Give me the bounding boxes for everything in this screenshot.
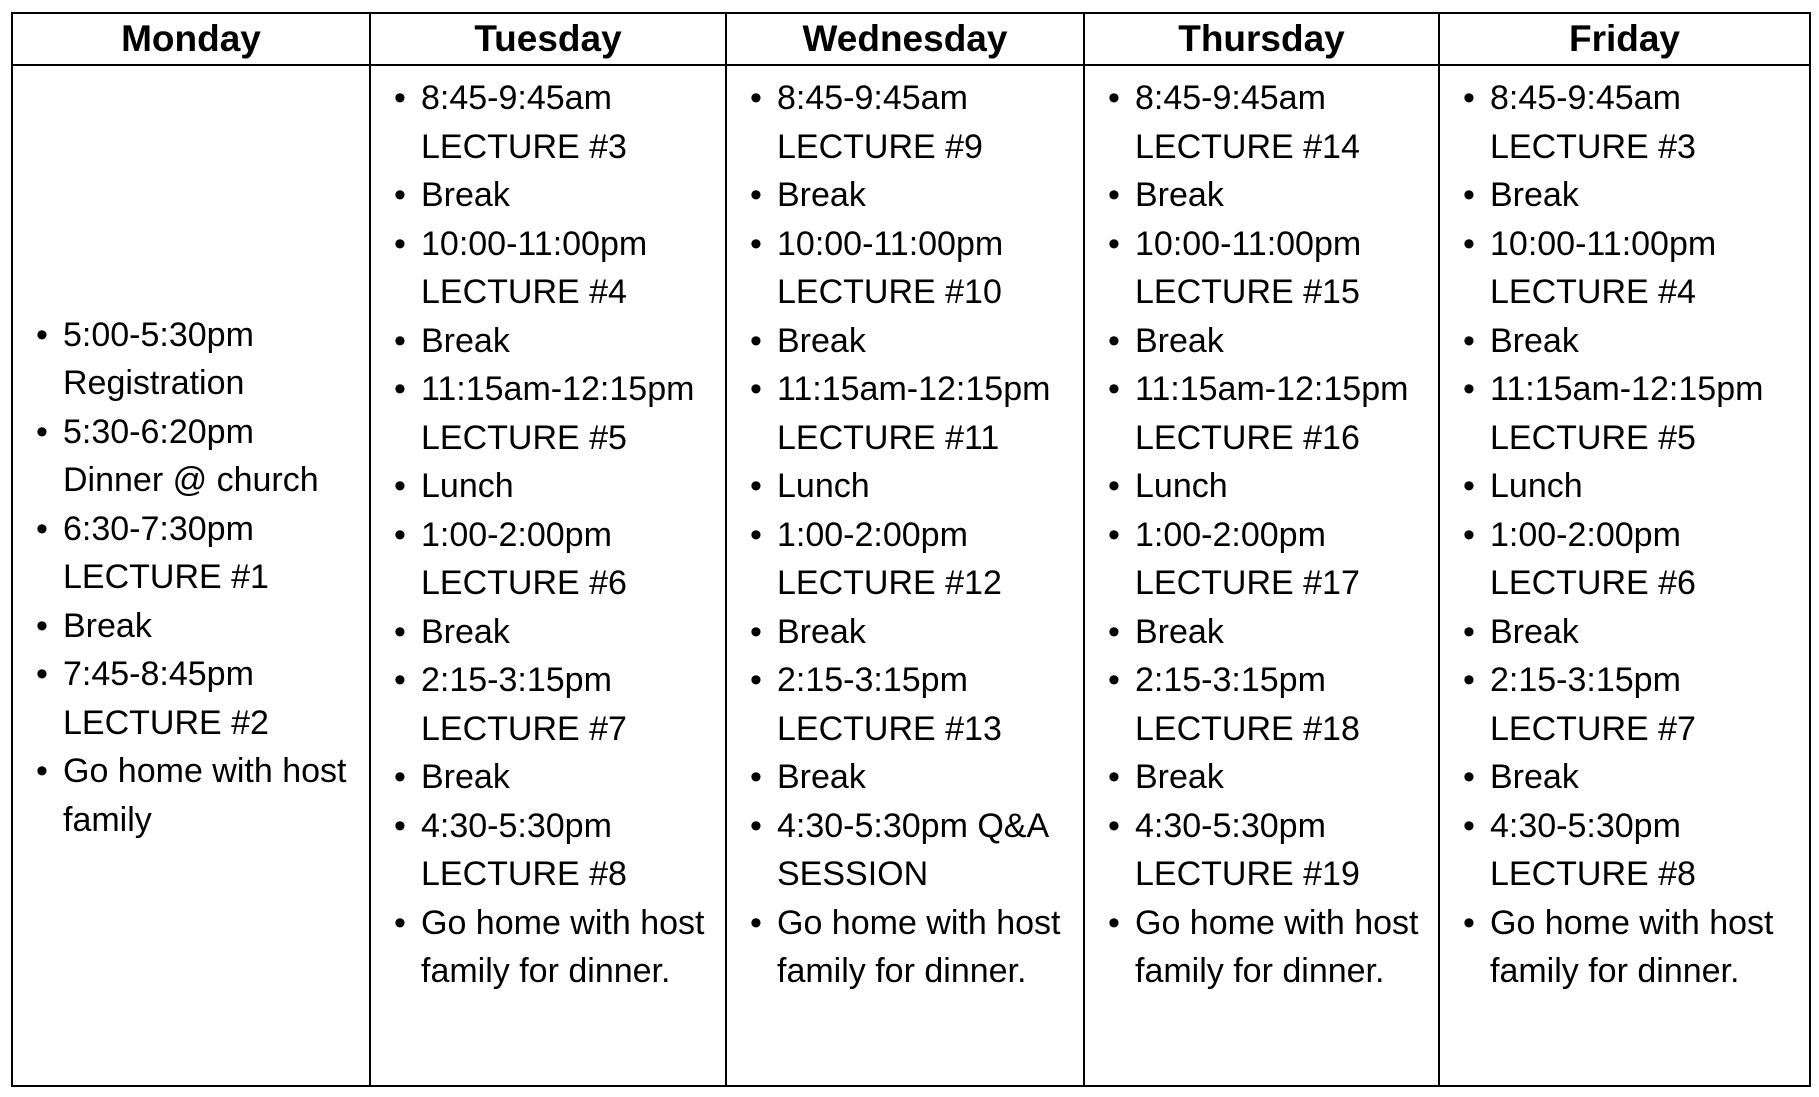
bullet-icon: •: [394, 758, 406, 796]
schedule-item-text: Break: [1135, 758, 1224, 796]
bullet-icon: •: [1463, 79, 1475, 117]
schedule-item-text: Break: [1490, 612, 1579, 651]
schedule-item: [1440, 462, 1801, 511]
schedule-item-text: Go home with host family for dinner.: [1135, 903, 1419, 990]
schedule-item: [371, 753, 717, 802]
day-cell-wednesday: [726, 65, 1084, 1086]
schedule-item-text: 8:45-9:45am LECTURE #3: [421, 79, 627, 166]
schedule-item-text: Lunch: [421, 467, 514, 505]
day-header-friday: Friday: [1439, 13, 1810, 65]
bullet-icon: •: [750, 661, 762, 699]
bullet-icon: •: [36, 315, 48, 354]
day-header-monday: Monday: [12, 13, 370, 65]
schedule-item-text: 2:15-3:15pm LECTURE #13: [777, 661, 1002, 748]
schedule-item: [727, 74, 1075, 171]
schedule-item-text: 5:00-5:30pm Registration: [63, 315, 254, 403]
schedule-item: [727, 220, 1075, 317]
schedule-item-text: 1:00-2:00pm LECTURE #6: [1490, 515, 1696, 602]
schedule-item-text: Lunch: [1490, 467, 1583, 505]
schedule-item-text: 10:00-11:00pm LECTURE #10: [777, 224, 1004, 311]
schedule-item: [1440, 365, 1801, 462]
schedule-item: [727, 753, 1075, 802]
schedule-item: [13, 505, 361, 602]
bullet-icon: •: [1108, 661, 1120, 699]
schedule-item-text: 10:00-11:00pm LECTURE #15: [1135, 224, 1362, 311]
bullet-icon: •: [750, 758, 762, 796]
schedule-item: [1085, 753, 1430, 802]
weekly-schedule-table: [11, 12, 1811, 1087]
schedule-item-text: 11:15am-12:15pm LECTURE #11: [777, 370, 1051, 457]
schedule-item-text: Break: [1135, 176, 1224, 214]
schedule-item: [727, 899, 1075, 996]
day-header-wednesday: Wednesday: [726, 13, 1084, 65]
schedule-item: [727, 656, 1075, 753]
schedule-item: [1085, 656, 1430, 753]
schedule-item-text: Break: [421, 758, 510, 796]
schedule-item-text: 2:15-3:15pm LECTURE #18: [1135, 661, 1360, 748]
bullet-icon: •: [750, 903, 762, 942]
bullet-icon: •: [36, 509, 48, 548]
schedule-item-text: 2:15-3:15pm LECTURE #7: [421, 661, 627, 748]
bullet-icon: •: [36, 752, 48, 791]
schedule-item: [727, 802, 1075, 899]
schedule-item-text: Break: [777, 321, 866, 360]
schedule-item: [1085, 511, 1430, 608]
schedule-item: [1440, 511, 1801, 608]
schedule-item: [727, 365, 1075, 462]
bullet-icon: •: [394, 612, 406, 651]
bullet-icon: •: [394, 176, 406, 214]
schedule-item: [371, 656, 717, 753]
schedule-item: [371, 171, 717, 220]
schedule-item-text: Lunch: [1135, 467, 1228, 505]
schedule-item-text: Go home with host family for dinner.: [777, 903, 1061, 990]
bullet-icon: •: [1463, 370, 1475, 408]
schedule-item: [371, 74, 717, 171]
schedule-list-friday: [1440, 66, 1809, 1000]
schedule-item: [727, 511, 1075, 608]
schedule-item: [727, 462, 1075, 511]
schedule-item: [1440, 899, 1801, 996]
schedule-item-text: 8:45-9:45am LECTURE #14: [1135, 79, 1360, 166]
schedule-item-text: Break: [1490, 321, 1579, 360]
schedule-item-text: Break: [421, 612, 510, 651]
schedule-item: [1440, 74, 1801, 171]
bullet-icon: •: [750, 515, 762, 554]
bullet-icon: •: [1463, 661, 1475, 699]
bullet-icon: •: [750, 806, 762, 845]
schedule-item: [727, 171, 1075, 220]
schedule-item: [1085, 74, 1430, 171]
schedule-item: [371, 365, 717, 462]
bullet-icon: •: [1108, 79, 1120, 117]
schedule-item-text: 8:45-9:45am LECTURE #3: [1490, 79, 1696, 166]
schedule-item-text: Break: [1135, 321, 1224, 360]
bullet-icon: •: [1463, 224, 1475, 263]
schedule-item: [13, 747, 361, 844]
bullet-icon: •: [750, 370, 762, 408]
schedule-item: [1440, 171, 1801, 220]
schedule-item-text: 11:15am-12:15pm LECTURE #16: [1135, 370, 1409, 457]
schedule-item-text: 1:00-2:00pm LECTURE #17: [1135, 515, 1360, 602]
bullet-icon: •: [394, 321, 406, 360]
schedule-item-text: Break: [777, 612, 866, 651]
bullet-icon: •: [1108, 321, 1120, 360]
schedule-item: [1440, 220, 1801, 317]
day-cell-friday: [1439, 65, 1810, 1086]
schedule-list-wednesday: [727, 66, 1083, 1000]
day-header-row: [12, 13, 1810, 65]
bullet-icon: •: [1108, 224, 1120, 263]
schedule-item-text: 7:45-8:45pm LECTURE #2: [63, 655, 269, 742]
schedule-item: [371, 317, 717, 366]
bullet-icon: •: [1108, 758, 1120, 796]
schedule-list-thursday: [1085, 66, 1438, 1000]
schedule-item-text: 11:15am-12:15pm LECTURE #5: [421, 370, 695, 457]
schedule-item: [371, 608, 717, 657]
schedule-item: [371, 462, 717, 511]
schedule-item: [371, 511, 717, 608]
bullet-icon: •: [750, 176, 762, 214]
schedule-item: [1085, 365, 1430, 462]
schedule-list-tuesday: [371, 66, 725, 1000]
schedule-item-text: 1:00-2:00pm LECTURE #6: [421, 515, 627, 602]
schedule-item: [13, 650, 361, 747]
bullet-icon: •: [394, 661, 406, 699]
schedule-item-text: Break: [1135, 612, 1224, 651]
bullet-icon: •: [1463, 903, 1475, 942]
bullet-icon: •: [36, 655, 48, 694]
schedule-item-text: 1:00-2:00pm LECTURE #12: [777, 515, 1002, 602]
schedule-item-text: 4:30-5:30pm LECTURE #8: [1490, 806, 1696, 893]
schedule-item-text: 6:30-7:30pm LECTURE #1: [63, 509, 269, 597]
schedule-item: [1440, 802, 1801, 899]
schedule-item-text: Break: [1490, 176, 1579, 214]
schedule-item-text: Break: [1490, 758, 1579, 796]
bullet-icon: •: [36, 412, 48, 451]
schedule-item-text: Go home with host family for dinner.: [421, 903, 705, 990]
schedule-item-text: 2:15-3:15pm LECTURE #7: [1490, 661, 1696, 748]
bullet-icon: •: [1108, 176, 1120, 214]
schedule-item: [13, 311, 361, 408]
schedule-item: [13, 602, 361, 651]
bullet-icon: •: [1463, 515, 1475, 554]
schedule-item: [727, 317, 1075, 366]
schedule-item: [1440, 317, 1801, 366]
bullet-icon: •: [1108, 612, 1120, 651]
schedule-item-text: Break: [777, 176, 866, 214]
schedule-item: [1085, 171, 1430, 220]
schedule-item: [1440, 656, 1801, 753]
day-cell-monday: [12, 65, 370, 1086]
schedule-item-text: 4:30-5:30pm LECTURE #8: [421, 806, 627, 893]
bullet-icon: •: [1108, 806, 1120, 845]
schedule-item: [1085, 802, 1430, 899]
schedule-item-text: 4:30-5:30pm Q&A SESSION: [777, 806, 1048, 893]
schedule-item: [371, 220, 717, 317]
schedule-item-text: 11:15am-12:15pm LECTURE #5: [1490, 370, 1764, 457]
bullet-icon: •: [1108, 370, 1120, 408]
schedule-item-text: 10:00-11:00pm LECTURE #4: [1490, 224, 1717, 311]
schedule-item: [13, 408, 361, 505]
day-cell-thursday: [1084, 65, 1439, 1086]
schedule-item: [1085, 220, 1430, 317]
schedule-item-text: 10:00-11:00pm LECTURE #4: [421, 224, 648, 311]
day-header-tuesday: Tuesday: [370, 13, 726, 65]
bullet-icon: •: [394, 224, 406, 263]
schedule-item: [1085, 462, 1430, 511]
schedule-item-text: Go home with host family for dinner.: [1490, 903, 1774, 990]
schedule-item: [1085, 317, 1430, 366]
schedule-item-text: Break: [421, 176, 510, 214]
bullet-icon: •: [36, 606, 48, 645]
bullet-icon: •: [394, 467, 406, 505]
bullet-icon: •: [750, 612, 762, 651]
schedule-item-text: Break: [421, 321, 510, 360]
schedule-item: [1085, 899, 1430, 996]
bullet-icon: •: [1463, 806, 1475, 845]
bullet-icon: •: [750, 79, 762, 117]
schedule-row: [12, 65, 1810, 1086]
schedule-item-text: Break: [63, 606, 152, 645]
day-header-thursday: Thursday: [1084, 13, 1439, 65]
bullet-icon: •: [1463, 612, 1475, 651]
bullet-icon: •: [394, 515, 406, 554]
schedule-item: [1440, 753, 1801, 802]
bullet-icon: •: [1463, 321, 1475, 360]
day-cell-tuesday: [370, 65, 726, 1086]
bullet-icon: •: [1463, 176, 1475, 214]
schedule-item-text: Lunch: [777, 467, 870, 505]
schedule-item: [1440, 608, 1801, 657]
bullet-icon: •: [750, 224, 762, 263]
schedule-item: [371, 899, 717, 996]
schedule-list-monday: [13, 303, 369, 849]
schedule-item-text: Break: [777, 758, 866, 796]
schedule-item: [1085, 608, 1430, 657]
bullet-icon: •: [1463, 467, 1475, 505]
schedule-item-text: 8:45-9:45am LECTURE #9: [777, 79, 983, 166]
schedule-item: [371, 802, 717, 899]
bullet-icon: •: [1108, 467, 1120, 505]
bullet-icon: •: [394, 79, 406, 117]
bullet-icon: •: [394, 903, 406, 942]
schedule-item: [727, 608, 1075, 657]
bullet-icon: •: [750, 321, 762, 360]
bullet-icon: •: [1108, 903, 1120, 942]
bullet-icon: •: [1108, 515, 1120, 554]
bullet-icon: •: [394, 806, 406, 845]
bullet-icon: •: [750, 467, 762, 505]
bullet-icon: •: [1463, 758, 1475, 796]
schedule-item-text: 5:30-6:20pm Dinner @ church: [63, 412, 319, 500]
schedule-item-text: 4:30-5:30pm LECTURE #19: [1135, 806, 1360, 893]
bullet-icon: •: [394, 370, 406, 408]
schedule-item-text: Go home with host family: [63, 752, 347, 839]
